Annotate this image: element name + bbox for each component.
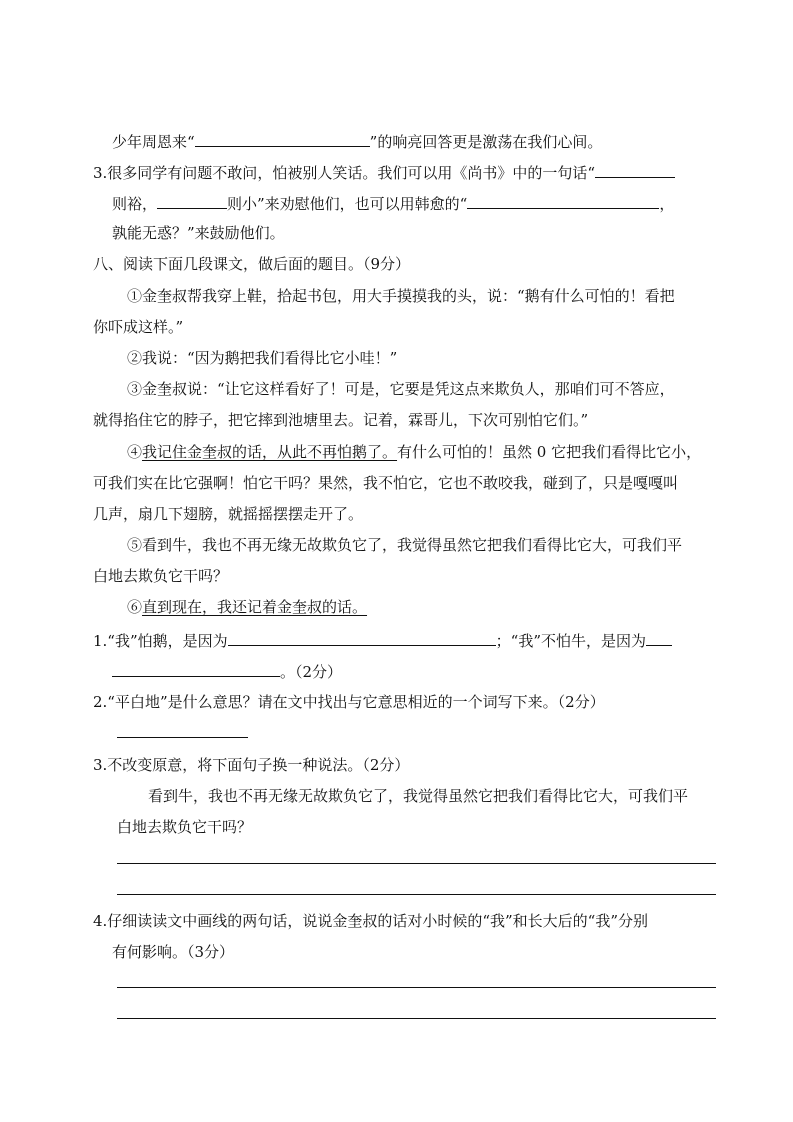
q3-text-2c: ， bbox=[659, 195, 675, 213]
passage-p4-line1 bbox=[127, 441, 701, 463]
q3-line2 bbox=[112, 191, 674, 213]
question-3-sentence-line1: 看到牛，我也不再无缘无故欺负它了，我觉得虽然它把我们看得比它大，可我们平 bbox=[148, 787, 689, 805]
section-heading: 八、阅读下面几段课文，做后面的题目。（9分） bbox=[93, 255, 411, 273]
question-3: 3.不改变原意，将下面句子换一种说法。（2分） bbox=[93, 756, 410, 774]
answer-line[interactable] bbox=[117, 987, 716, 988]
passage-text: 有什么可怕的！虽然 0 它把我们看得比它小， bbox=[397, 443, 702, 461]
passage-p1-line2: 你吓成这样。” bbox=[93, 318, 184, 336]
answer-blank[interactable] bbox=[112, 659, 280, 677]
question-2-answer bbox=[117, 720, 248, 742]
answer-blank[interactable] bbox=[595, 160, 675, 178]
q3-line3: 孰能无惑？”来鼓励他们。 bbox=[112, 224, 285, 242]
answer-blank[interactable] bbox=[646, 628, 672, 646]
passage-p2: ②我说：“因为鹅把我们看得比它小哇！” bbox=[127, 349, 398, 367]
answer-blank[interactable] bbox=[228, 628, 496, 646]
question-4-line2: 有何影响。（3分） bbox=[112, 943, 235, 961]
passage-p3-line2: 就得掐住它的脖子，把它摔到池塘里去。记着，霖哥儿，下次可别怕它们。” bbox=[93, 411, 589, 429]
question-3-sentence-line2: 白地去欺负它干吗？ bbox=[117, 818, 253, 836]
underlined-sentence: 我记住金奎叔的话，从此不再怕鹅了。 bbox=[142, 443, 398, 461]
answer-blank[interactable] bbox=[467, 191, 659, 209]
q3-line1 bbox=[93, 160, 675, 182]
cont-text-a: 少年周恩来“ bbox=[112, 133, 195, 151]
q3-text-2b: 则小”来劝慰他们，也可以用韩愈的“ bbox=[227, 195, 468, 213]
question-1-text-b: ；“我”不怕牛，是因为 bbox=[495, 632, 646, 650]
cont-line bbox=[112, 129, 602, 151]
passage-p5-line1: ⑤看到牛，我也不再无缘无故欺负它了，我觉得虽然它把我们看得比它大，可我们平 bbox=[127, 536, 683, 554]
question-1-text-a: 1.“我”怕鹅，是因为 bbox=[93, 632, 228, 650]
underlined-sentence: 直到现在，我还记着金奎叔的话。 bbox=[142, 598, 368, 616]
passage-p5-line2: 白地去欺负它干吗？ bbox=[93, 567, 229, 585]
passage-p1-line1: ①金奎叔帮我穿上鞋，拾起书包，用大手摸摸我的头，说：“鹅有什么可怕的！看把 bbox=[127, 287, 675, 305]
passage-p3-line1: ③金奎叔说：“让它这样看好了！可是，它要是凭这点来欺负人，那咱们可不答应， bbox=[127, 380, 675, 398]
q3-text-2a: 则裕， bbox=[112, 195, 158, 213]
answer-line[interactable] bbox=[117, 863, 716, 864]
question-2: 2.“平白地”是什么意思？请在文中找出与它意思相近的一个词写下来。（2分） bbox=[93, 693, 605, 711]
answer-blank[interactable] bbox=[195, 129, 370, 147]
answer-blank[interactable] bbox=[157, 191, 227, 209]
passage-p4-line3: 几声，扇几下翅膀，就摇摇摆摆走开了。 bbox=[93, 505, 364, 523]
passage-p6 bbox=[127, 596, 367, 618]
question-1-line2 bbox=[112, 659, 342, 681]
passage-p4-line2: 可我们实在比它强啊！怕它干吗？果然，我不怕它，它也不敢咬我，碰到了，只是嘎嘎叫 bbox=[93, 474, 679, 492]
q3-text-1: 3.很多同学有问题不敢问，怕被别人笑话。我们可以用《尚书》中的一句话“ bbox=[93, 164, 595, 182]
cont-text-b: ”的响亮回答更是激荡在我们心间。 bbox=[369, 133, 603, 151]
question-1-line1 bbox=[93, 628, 672, 650]
answer-line[interactable] bbox=[117, 894, 716, 895]
answer-blank[interactable] bbox=[117, 720, 248, 738]
question-4-line1: 4.仔细读读文中画线的两句话，说说金奎叔的话对小时候的“我”和长大后的“我”分别 bbox=[93, 912, 648, 930]
paragraph-number: ④ bbox=[127, 443, 143, 461]
answer-line[interactable] bbox=[117, 1018, 716, 1019]
paragraph-number: ⑥ bbox=[127, 598, 143, 616]
question-1-score: 。（2分） bbox=[280, 663, 343, 681]
